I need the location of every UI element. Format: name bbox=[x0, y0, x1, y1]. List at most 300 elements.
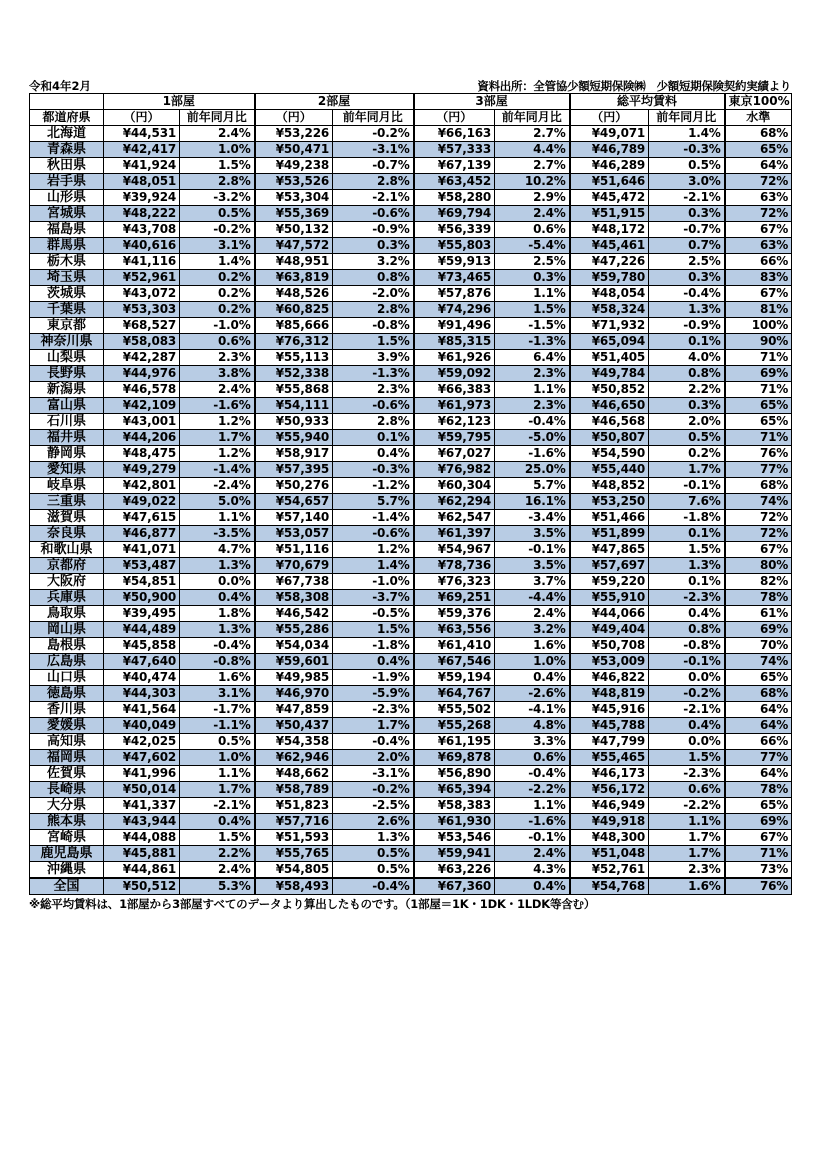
rent-table bbox=[29, 93, 792, 895]
table-row bbox=[30, 206, 792, 222]
yoy-1room-cell: 0.5% bbox=[180, 206, 255, 222]
prefecture-cell: 岡山県 bbox=[30, 622, 104, 638]
tokyo-level-cell: 82% bbox=[725, 574, 792, 590]
yoy-2room-cell: 0.5% bbox=[333, 862, 414, 879]
header-yen: （円） bbox=[414, 110, 495, 126]
rent-2room-cell: ¥52,338 bbox=[255, 366, 333, 382]
table-row bbox=[30, 622, 792, 638]
tokyo-level-cell: 67% bbox=[725, 222, 792, 238]
table-row bbox=[30, 254, 792, 270]
rent-3room-cell: ¥61,410 bbox=[414, 638, 495, 654]
rent-1room-cell: ¥43,001 bbox=[104, 414, 180, 430]
average-rent-cell: ¥46,949 bbox=[570, 798, 649, 814]
yoy-2room-cell: -0.2% bbox=[333, 126, 414, 142]
rent-3room-cell: ¥63,226 bbox=[414, 862, 495, 879]
tokyo-level-cell: 64% bbox=[725, 702, 792, 718]
average-rent-cell: ¥54,768 bbox=[570, 878, 649, 895]
rent-3room-cell: ¥67,139 bbox=[414, 158, 495, 174]
yoy-1room-cell: 1.3% bbox=[180, 558, 255, 574]
table-row bbox=[30, 494, 792, 510]
rent-1room-cell: ¥43,944 bbox=[104, 814, 180, 830]
rent-1room-cell: ¥47,615 bbox=[104, 510, 180, 526]
rent-2room-cell: ¥51,823 bbox=[255, 798, 333, 814]
prefecture-cell: 島根県 bbox=[30, 638, 104, 654]
rent-3room-cell: ¥78,736 bbox=[414, 558, 495, 574]
average-rent-cell: ¥46,173 bbox=[570, 766, 649, 782]
rent-2room-cell: ¥50,437 bbox=[255, 718, 333, 734]
rent-1room-cell: ¥45,858 bbox=[104, 638, 180, 654]
table-row bbox=[30, 526, 792, 542]
prefecture-cell: 東京都 bbox=[30, 318, 104, 334]
rent-2room-cell: ¥46,970 bbox=[255, 686, 333, 702]
prefecture-cell: 新潟県 bbox=[30, 382, 104, 398]
prefecture-cell: 愛媛県 bbox=[30, 718, 104, 734]
yoy-1room-cell: 2.3% bbox=[180, 350, 255, 366]
table-row bbox=[30, 814, 792, 830]
table-row bbox=[30, 446, 792, 462]
average-rent-cell: ¥48,819 bbox=[570, 686, 649, 702]
tokyo-level-cell: 74% bbox=[725, 494, 792, 510]
yoy-1room-cell: 5.3% bbox=[180, 878, 255, 895]
tokyo-level-cell: 69% bbox=[725, 622, 792, 638]
rent-3room-cell: ¥65,394 bbox=[414, 782, 495, 798]
yoy-2room-cell: -2.3% bbox=[333, 702, 414, 718]
rent-1room-cell: ¥42,287 bbox=[104, 350, 180, 366]
rent-2room-cell: ¥49,985 bbox=[255, 670, 333, 686]
yoy-2room-cell: -0.4% bbox=[333, 878, 414, 895]
average-rent-cell: ¥50,807 bbox=[570, 430, 649, 446]
rent-1room-cell: ¥47,602 bbox=[104, 750, 180, 766]
table-row bbox=[30, 558, 792, 574]
prefecture-cell: 静岡県 bbox=[30, 446, 104, 462]
yoy-3room-cell: 3.7% bbox=[495, 574, 570, 590]
prefecture-cell: 鹿児島県 bbox=[30, 846, 104, 862]
prefecture-cell: 山口県 bbox=[30, 670, 104, 686]
yoy-2room-cell: -1.3% bbox=[333, 366, 414, 382]
average-rent-cell: ¥49,071 bbox=[570, 126, 649, 142]
average-rent-cell: ¥59,220 bbox=[570, 574, 649, 590]
rent-1room-cell: ¥42,801 bbox=[104, 478, 180, 494]
rent-3room-cell: ¥59,795 bbox=[414, 430, 495, 446]
prefecture-cell: 徳島県 bbox=[30, 686, 104, 702]
rent-3room-cell: ¥59,194 bbox=[414, 670, 495, 686]
average-rent-cell: ¥55,440 bbox=[570, 462, 649, 478]
yoy-2room-cell: -1.2% bbox=[333, 478, 414, 494]
prefecture-cell: 沖縄県 bbox=[30, 862, 104, 879]
table-row bbox=[30, 174, 792, 190]
yoy-1room-cell: 1.6% bbox=[180, 670, 255, 686]
table-row bbox=[30, 430, 792, 446]
rent-1room-cell: ¥44,531 bbox=[104, 126, 180, 142]
table-row bbox=[30, 158, 792, 174]
yoy-average-cell: 4.0% bbox=[649, 350, 725, 366]
yoy-2room-cell: 1.2% bbox=[333, 542, 414, 558]
table-row bbox=[30, 750, 792, 766]
yoy-2room-cell: -0.2% bbox=[333, 782, 414, 798]
yoy-3room-cell: -1.5% bbox=[495, 318, 570, 334]
yoy-average-cell: 2.3% bbox=[649, 862, 725, 879]
tokyo-level-cell: 65% bbox=[725, 414, 792, 430]
yoy-average-cell: 2.0% bbox=[649, 414, 725, 430]
rent-2room-cell: ¥48,662 bbox=[255, 766, 333, 782]
yoy-3room-cell: 3.3% bbox=[495, 734, 570, 750]
prefecture-cell: 長崎県 bbox=[30, 782, 104, 798]
average-rent-cell: ¥44,066 bbox=[570, 606, 649, 622]
average-rent-cell: ¥54,590 bbox=[570, 446, 649, 462]
yoy-average-cell: 0.4% bbox=[649, 606, 725, 622]
yoy-1room-cell: 1.7% bbox=[180, 430, 255, 446]
yoy-3room-cell: -3.4% bbox=[495, 510, 570, 526]
yoy-2room-cell: 0.8% bbox=[333, 270, 414, 286]
yoy-average-cell: 1.3% bbox=[649, 302, 725, 318]
rent-2room-cell: ¥55,765 bbox=[255, 846, 333, 862]
table-row bbox=[30, 350, 792, 366]
yoy-average-cell: -0.3% bbox=[649, 142, 725, 158]
yoy-average-cell: 0.8% bbox=[649, 366, 725, 382]
table-row bbox=[30, 830, 792, 846]
tokyo-level-cell: 67% bbox=[725, 542, 792, 558]
rent-2room-cell: ¥47,572 bbox=[255, 238, 333, 254]
yoy-average-cell: 1.7% bbox=[649, 462, 725, 478]
yoy-1room-cell: 2.4% bbox=[180, 126, 255, 142]
yoy-3room-cell: 1.1% bbox=[495, 798, 570, 814]
rent-2room-cell: ¥58,917 bbox=[255, 446, 333, 462]
yoy-2room-cell: 0.5% bbox=[333, 846, 414, 862]
yoy-3room-cell: -0.1% bbox=[495, 830, 570, 846]
yoy-3room-cell: 2.3% bbox=[495, 366, 570, 382]
header-level: 水準 bbox=[725, 110, 792, 126]
average-rent-cell: ¥48,054 bbox=[570, 286, 649, 302]
prefecture-cell: 大分県 bbox=[30, 798, 104, 814]
yoy-3room-cell: -0.4% bbox=[495, 766, 570, 782]
average-rent-cell: ¥55,465 bbox=[570, 750, 649, 766]
prefecture-cell: 埼玉県 bbox=[30, 270, 104, 286]
yoy-3room-cell: 6.4% bbox=[495, 350, 570, 366]
rent-1room-cell: ¥42,417 bbox=[104, 142, 180, 158]
yoy-2room-cell: 1.7% bbox=[333, 718, 414, 734]
yoy-2room-cell: -1.9% bbox=[333, 670, 414, 686]
yoy-2room-cell: -3.1% bbox=[333, 142, 414, 158]
yoy-1room-cell: -3.2% bbox=[180, 190, 255, 206]
header-yoy: 前年同月比 bbox=[495, 110, 570, 126]
yoy-2room-cell: 2.3% bbox=[333, 382, 414, 398]
rent-1room-cell: ¥47,640 bbox=[104, 654, 180, 670]
yoy-average-cell: 1.1% bbox=[649, 814, 725, 830]
header-average-rent: 総平均賃料 bbox=[570, 94, 725, 110]
yoy-average-cell: 0.3% bbox=[649, 206, 725, 222]
yoy-average-cell: 1.5% bbox=[649, 542, 725, 558]
rent-3room-cell: ¥69,794 bbox=[414, 206, 495, 222]
header-yoy: 前年同月比 bbox=[649, 110, 725, 126]
rent-1room-cell: ¥48,475 bbox=[104, 446, 180, 462]
yoy-2room-cell: -0.3% bbox=[333, 462, 414, 478]
rent-2room-cell: ¥85,666 bbox=[255, 318, 333, 334]
header-yen: （円） bbox=[104, 110, 180, 126]
rent-2room-cell: ¥55,369 bbox=[255, 206, 333, 222]
rent-3room-cell: ¥69,878 bbox=[414, 750, 495, 766]
yoy-average-cell: 0.2% bbox=[649, 446, 725, 462]
rent-1room-cell: ¥46,877 bbox=[104, 526, 180, 542]
header-1room: 1部屋 bbox=[104, 94, 255, 110]
yoy-1room-cell: 5.0% bbox=[180, 494, 255, 510]
average-rent-cell: ¥53,250 bbox=[570, 494, 649, 510]
prefecture-cell: 茨城県 bbox=[30, 286, 104, 302]
yoy-1room-cell: -1.4% bbox=[180, 462, 255, 478]
yoy-average-cell: 1.5% bbox=[649, 750, 725, 766]
average-rent-cell: ¥49,404 bbox=[570, 622, 649, 638]
rent-2room-cell: ¥57,140 bbox=[255, 510, 333, 526]
yoy-1room-cell: -0.2% bbox=[180, 222, 255, 238]
prefecture-cell: 岐阜県 bbox=[30, 478, 104, 494]
header-row-sub bbox=[30, 110, 792, 126]
yoy-3room-cell: -1.6% bbox=[495, 814, 570, 830]
average-rent-cell: ¥53,009 bbox=[570, 654, 649, 670]
rent-3room-cell: ¥61,926 bbox=[414, 350, 495, 366]
rent-1room-cell: ¥53,487 bbox=[104, 558, 180, 574]
yoy-3room-cell: 1.1% bbox=[495, 286, 570, 302]
rent-1room-cell: ¥40,049 bbox=[104, 718, 180, 734]
yoy-3room-cell: -0.1% bbox=[495, 542, 570, 558]
rent-3room-cell: ¥63,452 bbox=[414, 174, 495, 190]
yoy-1room-cell: 1.5% bbox=[180, 158, 255, 174]
tokyo-level-cell: 76% bbox=[725, 446, 792, 462]
rent-2room-cell: ¥46,542 bbox=[255, 606, 333, 622]
yoy-1room-cell: -1.0% bbox=[180, 318, 255, 334]
header-yen: （円） bbox=[255, 110, 333, 126]
rent-2room-cell: ¥48,526 bbox=[255, 286, 333, 302]
yoy-3room-cell: 25.0% bbox=[495, 462, 570, 478]
yoy-3room-cell: 0.4% bbox=[495, 670, 570, 686]
tokyo-level-cell: 68% bbox=[725, 686, 792, 702]
yoy-1room-cell: 3.1% bbox=[180, 238, 255, 254]
table-row bbox=[30, 590, 792, 606]
yoy-2room-cell: -0.6% bbox=[333, 526, 414, 542]
prefecture-cell: 福井県 bbox=[30, 430, 104, 446]
yoy-average-cell: 0.0% bbox=[649, 734, 725, 750]
tokyo-level-cell: 72% bbox=[725, 206, 792, 222]
rent-2room-cell: ¥50,132 bbox=[255, 222, 333, 238]
rent-1room-cell: ¥49,279 bbox=[104, 462, 180, 478]
prefecture-cell: 長野県 bbox=[30, 366, 104, 382]
yoy-average-cell: -0.1% bbox=[649, 654, 725, 670]
yoy-2room-cell: 2.6% bbox=[333, 814, 414, 830]
tokyo-level-cell: 65% bbox=[725, 398, 792, 414]
rent-1room-cell: ¥68,527 bbox=[104, 318, 180, 334]
yoy-1room-cell: 1.2% bbox=[180, 446, 255, 462]
yoy-2room-cell: -3.1% bbox=[333, 766, 414, 782]
yoy-average-cell: -0.9% bbox=[649, 318, 725, 334]
report-date: 令和4年2月 bbox=[29, 79, 92, 93]
yoy-1room-cell: -0.8% bbox=[180, 654, 255, 670]
header-row-groups bbox=[30, 94, 792, 110]
table-row bbox=[30, 334, 792, 350]
rent-2room-cell: ¥58,308 bbox=[255, 590, 333, 606]
table-row bbox=[30, 606, 792, 622]
rent-2room-cell: ¥51,116 bbox=[255, 542, 333, 558]
prefecture-cell: 岩手県 bbox=[30, 174, 104, 190]
rent-3room-cell: ¥76,323 bbox=[414, 574, 495, 590]
prefecture-cell: 大阪府 bbox=[30, 574, 104, 590]
tokyo-level-cell: 63% bbox=[725, 190, 792, 206]
yoy-1room-cell: 1.0% bbox=[180, 142, 255, 158]
yoy-average-cell: 1.4% bbox=[649, 126, 725, 142]
yoy-average-cell: 2.2% bbox=[649, 382, 725, 398]
rent-2room-cell: ¥50,276 bbox=[255, 478, 333, 494]
average-rent-cell: ¥48,172 bbox=[570, 222, 649, 238]
average-rent-cell: ¥51,466 bbox=[570, 510, 649, 526]
yoy-average-cell: -0.7% bbox=[649, 222, 725, 238]
yoy-3room-cell: -4.4% bbox=[495, 590, 570, 606]
rent-3room-cell: ¥66,163 bbox=[414, 126, 495, 142]
tokyo-level-cell: 100% bbox=[725, 318, 792, 334]
yoy-2room-cell: -0.6% bbox=[333, 398, 414, 414]
yoy-2room-cell: -2.5% bbox=[333, 798, 414, 814]
prefecture-cell: 山形県 bbox=[30, 190, 104, 206]
yoy-3room-cell: -2.6% bbox=[495, 686, 570, 702]
header-2room: 2部屋 bbox=[255, 94, 414, 110]
prefecture-cell: 香川県 bbox=[30, 702, 104, 718]
yoy-1room-cell: 0.2% bbox=[180, 286, 255, 302]
tokyo-level-cell: 81% bbox=[725, 302, 792, 318]
rent-3room-cell: ¥63,556 bbox=[414, 622, 495, 638]
table-body bbox=[30, 126, 792, 895]
prefecture-cell: 熊本県 bbox=[30, 814, 104, 830]
rent-3room-cell: ¥55,803 bbox=[414, 238, 495, 254]
rent-1room-cell: ¥50,900 bbox=[104, 590, 180, 606]
yoy-2room-cell: 0.4% bbox=[333, 654, 414, 670]
rent-1room-cell: ¥58,083 bbox=[104, 334, 180, 350]
yoy-2room-cell: 0.4% bbox=[333, 446, 414, 462]
rent-2room-cell: ¥53,526 bbox=[255, 174, 333, 190]
yoy-1room-cell: 4.7% bbox=[180, 542, 255, 558]
average-rent-cell: ¥49,784 bbox=[570, 366, 649, 382]
rent-1room-cell: ¥54,851 bbox=[104, 574, 180, 590]
rent-2room-cell: ¥67,738 bbox=[255, 574, 333, 590]
yoy-average-cell: -2.1% bbox=[649, 702, 725, 718]
rent-3room-cell: ¥73,465 bbox=[414, 270, 495, 286]
yoy-3room-cell: 2.4% bbox=[495, 206, 570, 222]
rent-3room-cell: ¥58,280 bbox=[414, 190, 495, 206]
prefecture-cell: 宮城県 bbox=[30, 206, 104, 222]
yoy-2room-cell: 1.4% bbox=[333, 558, 414, 574]
yoy-1room-cell: -1.1% bbox=[180, 718, 255, 734]
yoy-3room-cell: 4.4% bbox=[495, 142, 570, 158]
rent-2room-cell: ¥62,946 bbox=[255, 750, 333, 766]
prefecture-cell: 富山県 bbox=[30, 398, 104, 414]
table-row bbox=[30, 718, 792, 734]
yoy-2room-cell: -0.7% bbox=[333, 158, 414, 174]
yoy-3room-cell: -4.1% bbox=[495, 702, 570, 718]
rent-1room-cell: ¥50,512 bbox=[104, 878, 180, 895]
yoy-1room-cell: 2.4% bbox=[180, 862, 255, 879]
prefecture-cell: 京都府 bbox=[30, 558, 104, 574]
yoy-1room-cell: -1.6% bbox=[180, 398, 255, 414]
yoy-2room-cell: 1.5% bbox=[333, 622, 414, 638]
yoy-average-cell: 0.1% bbox=[649, 334, 725, 350]
rent-2room-cell: ¥48,951 bbox=[255, 254, 333, 270]
rent-3room-cell: ¥57,876 bbox=[414, 286, 495, 302]
yoy-2room-cell: -0.5% bbox=[333, 606, 414, 622]
rent-3room-cell: ¥56,339 bbox=[414, 222, 495, 238]
yoy-3room-cell: 2.5% bbox=[495, 254, 570, 270]
average-rent-cell: ¥45,461 bbox=[570, 238, 649, 254]
tokyo-level-cell: 76% bbox=[725, 878, 792, 895]
yoy-2room-cell: 3.2% bbox=[333, 254, 414, 270]
rent-2room-cell: ¥76,312 bbox=[255, 334, 333, 350]
rent-1room-cell: ¥41,116 bbox=[104, 254, 180, 270]
table-row bbox=[30, 798, 792, 814]
yoy-2room-cell: -1.8% bbox=[333, 638, 414, 654]
tokyo-level-cell: 67% bbox=[725, 830, 792, 846]
rent-2room-cell: ¥59,601 bbox=[255, 654, 333, 670]
average-rent-cell: ¥47,226 bbox=[570, 254, 649, 270]
yoy-3room-cell: 0.6% bbox=[495, 222, 570, 238]
yoy-average-cell: 0.1% bbox=[649, 574, 725, 590]
yoy-2room-cell: 0.1% bbox=[333, 430, 414, 446]
prefecture-cell: 山梨県 bbox=[30, 350, 104, 366]
yoy-1room-cell: 1.2% bbox=[180, 414, 255, 430]
yoy-1room-cell: 0.2% bbox=[180, 270, 255, 286]
prefecture-cell: 滋賀県 bbox=[30, 510, 104, 526]
rent-3room-cell: ¥67,546 bbox=[414, 654, 495, 670]
yoy-1room-cell: 2.4% bbox=[180, 382, 255, 398]
prefecture-cell: 千葉県 bbox=[30, 302, 104, 318]
rent-3room-cell: ¥59,376 bbox=[414, 606, 495, 622]
average-rent-cell: ¥49,918 bbox=[570, 814, 649, 830]
rent-2room-cell: ¥60,825 bbox=[255, 302, 333, 318]
table-row bbox=[30, 686, 792, 702]
rent-3room-cell: ¥62,123 bbox=[414, 414, 495, 430]
rent-2room-cell: ¥50,933 bbox=[255, 414, 333, 430]
rent-2room-cell: ¥58,493 bbox=[255, 878, 333, 895]
header-yen: （円） bbox=[570, 110, 649, 126]
tokyo-level-cell: 66% bbox=[725, 254, 792, 270]
rent-2room-cell: ¥57,716 bbox=[255, 814, 333, 830]
rent-3room-cell: ¥69,251 bbox=[414, 590, 495, 606]
rent-1room-cell: ¥39,924 bbox=[104, 190, 180, 206]
tokyo-level-cell: 78% bbox=[725, 590, 792, 606]
yoy-1room-cell: 3.1% bbox=[180, 686, 255, 702]
tokyo-level-cell: 64% bbox=[725, 158, 792, 174]
yoy-3room-cell: 3.5% bbox=[495, 558, 570, 574]
average-rent-cell: ¥51,405 bbox=[570, 350, 649, 366]
average-rent-cell: ¥52,761 bbox=[570, 862, 649, 879]
table-row bbox=[30, 302, 792, 318]
rent-1room-cell: ¥48,051 bbox=[104, 174, 180, 190]
rent-3room-cell: ¥58,383 bbox=[414, 798, 495, 814]
rent-3room-cell: ¥53,546 bbox=[414, 830, 495, 846]
tokyo-level-cell: 77% bbox=[725, 750, 792, 766]
yoy-average-cell: 0.3% bbox=[649, 398, 725, 414]
rent-1room-cell: ¥44,303 bbox=[104, 686, 180, 702]
table-row bbox=[30, 782, 792, 798]
tokyo-level-cell: 64% bbox=[725, 766, 792, 782]
yoy-1room-cell: 1.7% bbox=[180, 782, 255, 798]
yoy-1room-cell: 1.5% bbox=[180, 830, 255, 846]
prefecture-cell: 高知県 bbox=[30, 734, 104, 750]
tokyo-level-cell: 73% bbox=[725, 862, 792, 879]
tokyo-level-cell: 74% bbox=[725, 654, 792, 670]
yoy-3room-cell: 0.6% bbox=[495, 750, 570, 766]
rent-1room-cell: ¥44,861 bbox=[104, 862, 180, 879]
header-blank bbox=[30, 94, 104, 110]
yoy-2room-cell: -2.1% bbox=[333, 190, 414, 206]
rent-3room-cell: ¥57,333 bbox=[414, 142, 495, 158]
tokyo-level-cell: 72% bbox=[725, 526, 792, 542]
data-source: 資料出所：全管協少額短期保険㈱ 少額短期保険契約実績より bbox=[477, 79, 791, 93]
prefecture-cell: 鳥取県 bbox=[30, 606, 104, 622]
yoy-1room-cell: -1.7% bbox=[180, 702, 255, 718]
